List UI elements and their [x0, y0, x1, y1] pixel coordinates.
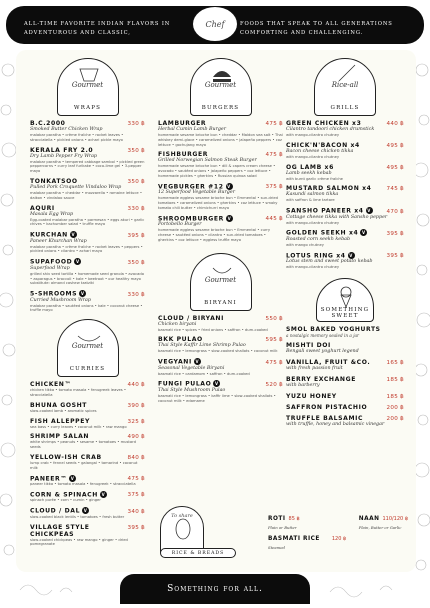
breads-list: [268, 516, 408, 550]
burgers-category-badge: Gourmet BURGERS: [190, 58, 252, 116]
vegan-icon: V: [215, 381, 219, 387]
menu-item: SHROOMBURGER V 445 ฿ Portobello Burger homemade eggless sesame brioche bun • Emmental • curry cheese • sautéed onions • cilantro • sun-dried tomatoes • gherkins • coz lettuce • eggless truffle mayo: [158, 215, 283, 242]
menu-item: CHICK'N'BACON x4 495 ฿ Bacon cheese chicken tikka with mango-cilantro chutney: [286, 141, 404, 159]
menu-item: SANSHO PANEER x4 V 470 ฿ Cottage cheese tikka with Sansho pepper with mango-cilantro chutney: [286, 207, 404, 225]
sweet-section-title: SMOL BAKED YOGHURTS: [286, 326, 381, 334]
burgers-list: [158, 120, 283, 243]
menu-item: ROTI 85 ฿ Plain or Butter: [268, 516, 300, 530]
vegetarian-icon: V: [71, 232, 76, 238]
menu-item: MUSTARD SALMON x4 745 ฿ Kasundi salmon tikka with saffron & lime tartare: [286, 185, 404, 203]
menu-item: BERRY EXCHANGE 185 ฿ with barberry: [286, 376, 404, 389]
biryani-list: [158, 315, 283, 404]
header-right-text: FOODS THAT SPEAK TO ALL GENERATIONS COMFORTING AND CHALLENGING.: [240, 21, 393, 36]
menu-item: LAMBURGER 475 ฿ Herbal Cumin Lamb Burger homemade sesame brioche bun • cheddar • Maldon sea salt • Thai whiskey demi-glace • caramelized onions • jalapeño peppers • coz lettuce • gochujang mayo: [158, 120, 283, 147]
menu-item: SAFFRON PISTACHIO 200 ฿: [286, 404, 404, 412]
menu-item: OG LAMB x6 495 ฿ Lamb seekh kebab with burnt garlic crème fraîche: [286, 163, 404, 181]
footer-bar: [120, 574, 310, 604]
curries-list: [30, 381, 145, 547]
biryani-category-badge: Gourmet BIRYANI: [190, 253, 252, 311]
menu-item: FUNGI PULAO V 520 ฿ Thai Style Mushroom Pulao basmati rice • lemongrass • kaffir lime • slow-cooked shallots • coconut milk • edamame: [158, 380, 283, 403]
menu-item: VEGYANI V 475 ฿ Seasonal Vegetable Biryani basmati rice • cardamom • saffron • dum-cooked: [158, 358, 283, 376]
sweet-list: [286, 326, 404, 428]
menu-item: CHICKEN™ 440 ฿ chicken tikka • tomato masala • fenugreek leaves • stracciatella: [30, 381, 145, 398]
rice-breads-category-badge: To share: [160, 506, 204, 556]
menu-item: 5-SHROOMS V 330 ฿ Curried Mushroom Wrap malabar paratha • sautéed onions • kale • coconut cheese • truffle mayo: [30, 290, 145, 313]
vegetarian-icon: V: [227, 183, 231, 189]
footer-tagline: Something for all.: [167, 584, 263, 594]
vegetarian-icon: V: [83, 508, 88, 514]
menu-item: MISHTI DOI Bengali sweet yoghurt legend: [286, 342, 359, 355]
column-wraps-curries: [30, 58, 145, 551]
vegetarian-icon: V: [227, 215, 232, 221]
menu-item: KERALA FRY 2.0 350 ฿ Dry Lamb Pepper Fry Wrap malabar paratha • tempered cabbage sambol • pickled green peppercorns • curry leaf furikake • coco-lime gel • 3-pepper mayo: [30, 146, 145, 174]
vegetarian-icon: V: [80, 291, 85, 297]
menu-item: VEGBURGER #12 V 375 ฿ 12 Superfood Vegetable Burger homemade eggless sesame brioche bun • Emmental • sun-dried tomatoes • caramelized onions • gherkins • coz lettuce • smoky tomato chili butter • chimichurri mayo: [158, 183, 283, 210]
vegetarian-icon: V: [367, 208, 371, 214]
menu-item: VANILLA, FRUIT &CO. 165 ฿ with fresh passion fruit: [286, 359, 404, 372]
menu-item: GOLDEN SEEKH x4 V 395 ฿ Roasted corn seekh kebab with mango chutney: [286, 229, 404, 247]
column-burgers-biryani: [158, 58, 283, 408]
menu-item: NAAN 110/120 ฿ Plain, Butter or Garlic: [358, 516, 408, 530]
menu-item: YELLOW-ISH CRAB 840 ฿ lump crab • fennel seeds • galangal • tamarind • coconut milk: [30, 454, 145, 470]
menu-item: BKK PULAO 595 ฿ Thai Style Kaffir Lime Shrimp Pulao basmati rice • lemongrass • slow-cooked shallots • coconut milk: [158, 336, 283, 354]
menu-item: BHUNA GOSHT 390 ฿ slow-cooked lamb • aromatic spices: [30, 401, 145, 413]
menu-item: VILLAGE STYLE CHICKPEAS 395 ฿ slow-cooked chickpeas • raw mango • ginger • dried pomegranate: [30, 523, 145, 547]
menu-item: LOTUS RING x4 V 395 ฿ Lotus stem and sweet potato kebab with mango-cilantro chutney: [286, 252, 404, 270]
curries-category-badge: Gourmet CURRIES: [57, 319, 119, 377]
menu-item: KURCHAN V 395 ฿ Paneer Khurchan Wrap malabar paratha • crème fraîche • rocket leaves • peppers • pickled onions • cilantro • achari mayo: [30, 231, 145, 254]
vegan-icon: V: [75, 259, 80, 265]
wraps-list: [30, 120, 145, 313]
menu-item: BASMATI RICE 120 ฿ Steamed: [268, 536, 347, 550]
menu-item: CLOUD / DAL V 340 ฿ slow-cooked black lentils • tomatoes • fresh butter: [30, 507, 145, 519]
menu-item: CLOUD / BIRYANI 550 ฿ Chicken biryani basmati rice • spices • fried onions • saffron • dum-cooked: [158, 314, 283, 332]
menu-item: AQURI 330 ฿ Masala Egg Wrap Egg-coated malabar paratha • parmesan • eggs akuri • garlic chives • kachumber salad • truffle mayo: [30, 204, 145, 227]
menu-item: CORN & SPINACH V 375 ฿ spinach purée • corn • cumin • ginger: [30, 491, 145, 503]
menu-item: TRUFFLE BALSAMIC 200 ฿ with truffle, honey and balsamic vinegar: [286, 415, 404, 428]
rice-breads-label: RICE & BREADS: [160, 548, 236, 558]
sweet-category-badge: SOMETHING SWEET: [316, 278, 374, 322]
sweet-section-subtitle: a nostalgic memory sealed in a jar: [286, 333, 359, 339]
menu-item: B.C.2000 330 ฿ Smoked Butter Chicken Wrap malabar paratha • crème fraîche • rocket leaves • stracciatella • pickled onions • achari pickle mayo: [30, 120, 145, 142]
vegan-icon: V: [101, 491, 106, 497]
menu-item: SHRIMP SALAN 490 ฿ white shrimps • peanuts • sesame • tomatoes • mustard seeds: [30, 433, 145, 450]
vegan-icon: V: [361, 230, 366, 236]
menu-item: YUZU HONEY 185 ฿: [286, 393, 404, 401]
grills-category-badge: Rice-all GRILLS: [314, 58, 376, 116]
grills-list: [286, 120, 404, 270]
menu-item: FISH ALLEPPEY 325 ฿ sea bass • curry leaves • coconut milk • raw mango: [30, 417, 145, 429]
menu-item: FISHBURGER 475 ฿ Grilled Norwegian Salmon Steak Burger homemade sesame brioche bun • dill & capers cream cheese • avocado • sautéed onions • jalapeño peppers • coz lettuce • homemade pickles • gherkins • Russian quinoa salad: [158, 151, 283, 178]
column-grills-sweet: [286, 58, 404, 432]
menu-item: TONKATSOO 350 ฿ Pulled Pork Croquette Vindaloo Wrap malabar paratha • cheddar • mozzarella • romaine lettuce • daikon • vindaloo sauce: [30, 177, 145, 200]
wraps-category-badge: Gourmet WRAPS: [57, 58, 119, 116]
logo: Chef: [192, 6, 238, 42]
header-left-text: ALL-TIME FAVORITE INDIAN FLAVORS IN ADVENTUROUS AND CLASSIC,: [24, 21, 171, 36]
menu-item: GREEN CHICKEN x3 440 ฿ Cilantro tandoori chicken drumstick with mango-cilantro chutney: [286, 120, 404, 137]
vegan-icon: V: [349, 252, 353, 258]
menu-item: PANEER™ V 475 ฿ paneer tikka • tomato masala • fenugreek • stracciatella: [30, 475, 145, 487]
menu-item: SUPAFOOD V 350 ฿ Superfood Wrap grilled shiv seed tortilla • homemade seed granola • avocado • asparagus • broccoli • kale • beetroot • our healthy mayo substitute: almond cashew tzatziki: [30, 258, 145, 286]
vegetarian-icon: V: [195, 359, 200, 365]
vegetarian-icon: V: [70, 475, 75, 481]
